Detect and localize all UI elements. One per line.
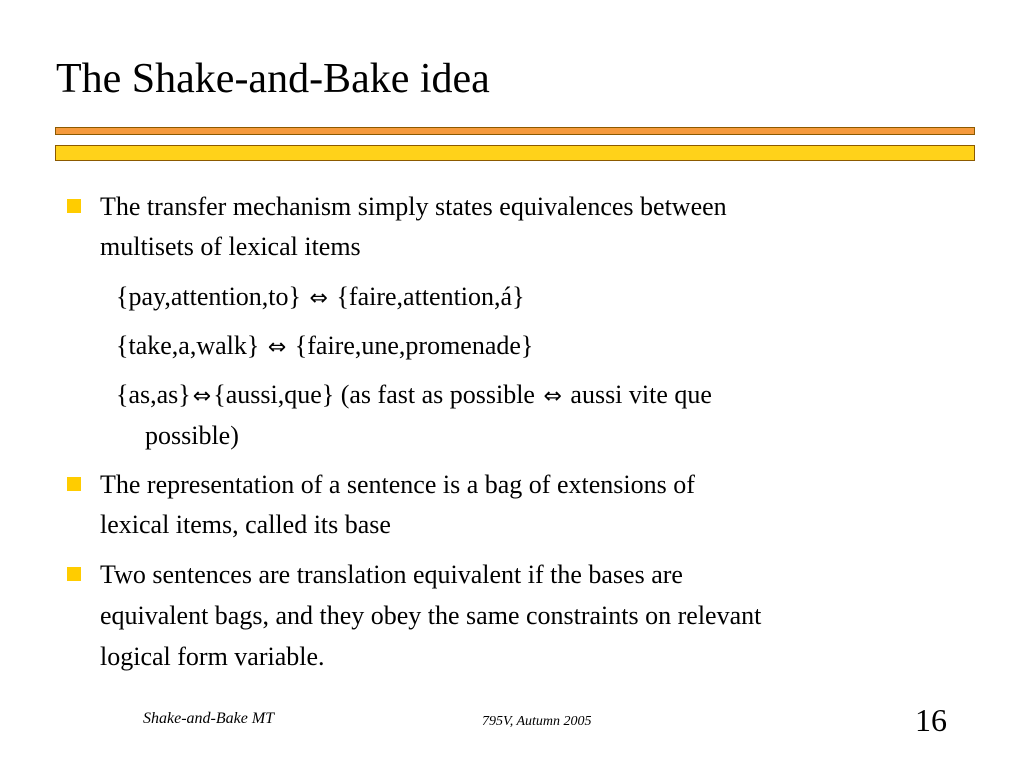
eq-3-note-right: aussi vite que: [570, 380, 712, 409]
bullet-2-line-2: lexical items, called its base: [100, 510, 391, 539]
eq-3-note-left: (as fast as possible: [340, 380, 535, 409]
eq-2-right: {faire,une,promenade}: [294, 331, 534, 360]
eq-1-right: {faire,attention,á}: [336, 282, 525, 311]
double-arrow-icon: ⇔: [192, 384, 212, 409]
slide-title: The Shake-and-Bake idea: [56, 56, 490, 102]
eq-1-left: {pay,attention,to}: [116, 282, 302, 311]
bullet-1-line-2: multisets of lexical items: [100, 232, 361, 261]
double-arrow-icon: ⇔: [309, 286, 328, 311]
eq-2-left: {take,a,walk}: [116, 331, 260, 360]
eq-3-right: {aussi,que}: [213, 380, 335, 409]
double-arrow-icon: ⇔: [543, 384, 562, 409]
bullet-square-1: [67, 199, 81, 213]
bullet-square-2: [67, 477, 81, 491]
page-number: 16: [915, 702, 947, 738]
bullet-2-line-1: The representation of a sentence is a bag of extensions of: [100, 470, 695, 499]
equivalence-1: [116, 278, 525, 318]
equivalence-3: [116, 376, 712, 416]
bullet-3-line-2: equivalent bags, and they obey the same constraints on relevant: [100, 601, 762, 630]
bullet-3-line-1: Two sentences are translation equivalent if the bases are: [100, 560, 683, 589]
bullet-square-3: [67, 567, 81, 581]
footer-title: Shake-and-Bake MT: [143, 710, 275, 727]
footer-course: 795V, Autumn 2005: [482, 714, 592, 729]
bullet-1-line-1: The transfer mechanism simply states equivalences between: [100, 192, 727, 221]
eq-3-left: {as,as}: [116, 380, 191, 409]
bullet-3-line-3: logical form variable.: [100, 642, 325, 671]
double-arrow-icon: ⇔: [267, 335, 287, 360]
equivalence-2: [116, 327, 533, 367]
equivalence-3-continuation: possible): [145, 421, 239, 450]
